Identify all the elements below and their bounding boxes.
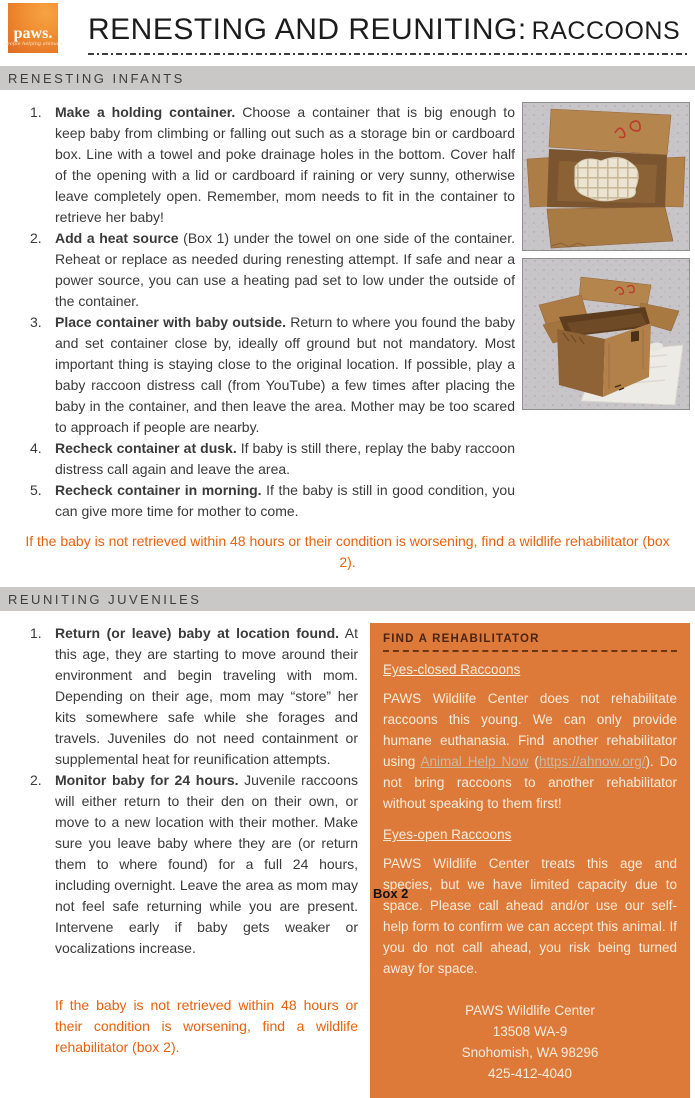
ahnow-url-link[interactable]: https://ahnow.org/ <box>538 754 646 769</box>
header <box>0 0 695 64</box>
step-number: 5. <box>30 482 42 498</box>
step-text <box>55 480 515 522</box>
paragraph-text: ). Do not bring raccoons to another rehabilitator without speaking to them first! <box>383 754 677 811</box>
renesting-section <box>0 90 695 522</box>
list-item <box>30 623 358 770</box>
step-number: 1. <box>30 104 42 120</box>
rehab-box-divider <box>383 650 677 652</box>
step-rest: Return to where you found the baby and set container close by, ideally off ground but not mandatory. Most important thing is staying close to the original location. If possible, play a baby raccoon distress call (from YouTube) a few times after placing the baby in the container, and then leave the area. Mother may be too scared to approach if people are nearby. <box>55 314 516 435</box>
address-line-street: 13508 WA-9 <box>492 1024 568 1039</box>
step-lead: Monitor baby for 24 hours. <box>55 772 239 788</box>
step-lead: Return (or leave) baby at location found. <box>55 625 340 641</box>
paws-logo <box>3 3 63 53</box>
step-number: 2. <box>30 230 42 246</box>
list-item <box>30 228 515 312</box>
paragraph-text: PAWS Wildlife Center does not rehabilitate raccoons this young. We can only provide humane euthanasia. Find another rehabilitator using <box>383 691 677 769</box>
photo-box-with-towel-top-view <box>522 102 690 251</box>
list-item <box>30 480 515 522</box>
step-rest: At this age, they are starting to move around their environment and begin traveling with mom. Depending on their age, mom may “store” her kits somewhere safe while she forages and travels. Juveniles do not need containment or supplemental heat for reunification attempts. <box>55 625 358 767</box>
step-text <box>55 770 358 959</box>
eyes-open-paragraph: PAWS Wildlife Center treats this age and species, but we have limited capacity due to space. Please call ahead and/or use our self-help form to confirm we can accept this animal. If you do not call ahead, you risk being turned away for space. <box>383 856 677 976</box>
reuniting-steps-column <box>30 623 358 1058</box>
section-heading-renesting-infants: RENESTING INFANTS <box>0 66 695 90</box>
list-item <box>30 438 515 480</box>
paws-address-block <box>383 1000 677 1084</box>
step-number: 2. <box>30 772 42 788</box>
eyes-closed-heading: Eyes-closed Raccoons <box>383 662 521 677</box>
section-heading-reuniting-juveniles: REUNITING JUVENILES <box>0 587 695 611</box>
find-a-rehabilitator-box <box>370 623 690 1098</box>
step-lead: Place container with baby outside. <box>55 314 286 330</box>
page-title <box>88 13 690 47</box>
page-title-main: RENESTING AND REUNITING: <box>88 13 527 46</box>
list-item <box>30 102 515 228</box>
step-rest: If baby is still there, replay the baby raccoon distress call again and leave the area. <box>55 440 515 477</box>
paws-logo-tagline: people helping animals <box>3 41 63 47</box>
step-text <box>55 623 358 770</box>
step-text <box>55 312 515 438</box>
reuniting-warning-text: If the baby is not retrieved within 48 hours or their condition is worsening, find a wildlife rehabilitator (box 2). <box>55 997 358 1055</box>
list-item <box>30 770 358 959</box>
step-rest: (Box 1) under the towel on one side of the container. Reheat or replace as needed during renesting attempt. If safe and near a power source, you can use a heating pad set to low under the outside of the container. <box>55 230 515 309</box>
box2-caption: Box 2 <box>373 886 409 901</box>
rehab-box-title: FIND A REHABILITATOR <box>383 633 540 645</box>
step-rest: Juvenile raccoons will either return to their den on their own, or move to a new location with their mother. Make sure you leave baby where they are (or return them to where found) for a full 24 hours, including overnight. Leave the area as mom may not feel safe returning while you are present. Intervene early if baby gets weaker or vocalizations increase. <box>55 772 358 956</box>
renesting-warning-text: If the baby is not retrieved within 48 hours or their condition is worsening, find a wildlife rehabilitator (box 2). <box>25 533 670 570</box>
photo-open-box-on-floor <box>522 258 690 410</box>
reuniting-section <box>0 611 695 1098</box>
step-text <box>55 438 515 480</box>
step-lead: Recheck container at dusk. <box>55 440 237 456</box>
renesting-steps-list <box>30 102 515 522</box>
animal-help-now-link[interactable]: Animal Help Now <box>420 754 529 769</box>
step-number: 3. <box>30 314 42 330</box>
eyes-closed-paragraph <box>383 688 677 814</box>
paragraph-text: ( <box>528 754 539 769</box>
step-text <box>55 102 515 228</box>
title-block <box>88 3 690 55</box>
step-text <box>55 228 515 312</box>
step-lead: Add a heat source <box>55 230 179 246</box>
step-number: 4. <box>30 440 42 456</box>
photo-column <box>522 102 690 522</box>
paws-logo-text: paws. <box>13 25 53 42</box>
page-title-sub: RACCOONS <box>531 17 681 45</box>
address-line-phone: 425-412-4040 <box>487 1066 573 1081</box>
address-line-city: Snohomish, WA 98296 <box>461 1045 599 1060</box>
address-line-name: PAWS Wildlife Center <box>465 1003 595 1018</box>
step-lead: Make a holding container. <box>55 104 236 120</box>
eyes-open-heading: Eyes-open Raccoons <box>383 827 512 842</box>
step-rest: Choose a container that is big enough to keep baby from climbing or falling out such as a storage bin or cardboard box. Line with a towel and poke drainage holes in the bottom. Cover half of the opening with a lid or cardboard if raining or very sunny, otherwise leave completely open. Remember, mom needs to fit in the container to retrieve her baby! <box>55 104 515 225</box>
list-item <box>30 312 515 438</box>
step-lead: Recheck container in morning. <box>55 482 262 498</box>
step-number: 1. <box>30 625 42 641</box>
title-rule <box>88 53 687 55</box>
step-rest: If the baby is still in good condition, you can give more time for mother to come. <box>55 482 515 519</box>
